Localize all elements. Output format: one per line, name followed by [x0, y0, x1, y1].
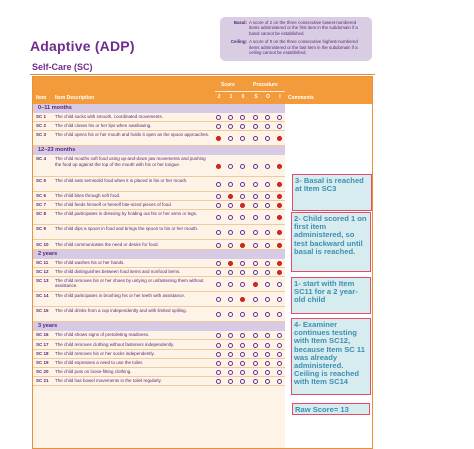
- procedure-o-bubble[interactable]: [265, 115, 270, 120]
- item-row: [33, 341, 285, 350]
- item-row: [33, 268, 285, 277]
- procedure-i-bubble[interactable]: [277, 370, 282, 375]
- item-row: [33, 177, 285, 192]
- procedure-s-bubble[interactable]: [253, 164, 258, 169]
- basal-key: Basal:: [233, 20, 247, 25]
- score-0-bubble[interactable]: [240, 115, 245, 120]
- procedure-s-bubble[interactable]: [253, 230, 258, 235]
- score-0-bubble[interactable]: [240, 361, 245, 366]
- procedure-s-bubble[interactable]: [253, 352, 258, 357]
- procedure-s-bubble[interactable]: [253, 312, 258, 317]
- ceiling-note: [225, 39, 367, 55]
- item-code: SC 13: [36, 277, 49, 283]
- procedure-i-bubble[interactable]: [277, 312, 282, 317]
- item-code: SC 21: [36, 377, 49, 383]
- procedure-s-bubble[interactable]: [253, 333, 258, 338]
- table-header: [33, 77, 372, 104]
- subdomain-title: Self-Care (SC): [32, 62, 93, 72]
- procedure-o-bubble[interactable]: [265, 361, 270, 366]
- header-procedure: Procedure: [253, 82, 278, 88]
- item-description: The child puts on loose-fitting clothing.: [55, 368, 132, 374]
- score-0-bubble[interactable]: [240, 136, 245, 141]
- score-1-bubble[interactable]: [228, 164, 233, 169]
- score-2-bubble[interactable]: [216, 194, 221, 199]
- score-1-bubble[interactable]: [228, 343, 233, 348]
- item-row: [33, 113, 285, 122]
- item-description: The child removes clothing without fasteners independently.: [55, 341, 174, 347]
- item-row: [33, 201, 285, 210]
- raw-score-box: Raw Score= 13: [292, 403, 370, 415]
- procedure-o-bubble[interactable]: [265, 182, 270, 187]
- score-0-bubble[interactable]: [240, 230, 245, 235]
- procedure-i-bubble[interactable]: [277, 124, 282, 129]
- score-1-bubble[interactable]: [228, 203, 233, 208]
- item-row: [33, 350, 285, 359]
- procedure-s-bubble[interactable]: [253, 361, 258, 366]
- item-description: The child distinguishes between food items and nonfood items.: [55, 268, 181, 274]
- score-0-bubble[interactable]: [240, 312, 245, 317]
- item-row: [33, 122, 285, 131]
- item-description: The child washes his or her hands.: [55, 259, 125, 265]
- score-2-bubble[interactable]: [216, 361, 221, 366]
- procedure-o-bubble[interactable]: [265, 203, 270, 208]
- item-row: [33, 259, 285, 268]
- item-code: SC 18: [36, 350, 49, 356]
- procedure-i-bubble[interactable]: [277, 243, 282, 248]
- procedure-o-bubble[interactable]: [265, 379, 270, 384]
- item-code: SC 1: [36, 114, 47, 119]
- score-0-bubble[interactable]: [240, 215, 245, 220]
- procedure-s-bubble[interactable]: [253, 282, 258, 287]
- item-code: SC 16: [36, 332, 49, 338]
- score-1-bubble[interactable]: [228, 124, 233, 129]
- score-1-bubble[interactable]: [228, 270, 233, 275]
- procedure-s-bubble[interactable]: [253, 379, 258, 384]
- score-2-bubble[interactable]: [216, 261, 221, 266]
- item-description: The child bites through soft food.: [55, 192, 121, 198]
- item-code: SC 5: [36, 177, 47, 183]
- procedure-o-bubble[interactable]: [265, 136, 270, 141]
- item-row: [33, 155, 285, 176]
- score-1-bubble[interactable]: [228, 115, 233, 120]
- score-2-bubble[interactable]: [216, 343, 221, 348]
- ceiling-text: A score of 0 on the three consecutive highest-numbered items administered or the last item in the subdomain if a ceiling cannot be established.: [249, 39, 358, 56]
- item-row: [33, 359, 285, 368]
- score-2-bubble[interactable]: [216, 136, 221, 141]
- procedure-s-bubble[interactable]: [253, 270, 258, 275]
- score-1-bubble[interactable]: [228, 215, 233, 220]
- procedure-i-bubble[interactable]: [277, 343, 282, 348]
- score-0-bubble[interactable]: [240, 297, 245, 302]
- item-code: SC 9: [36, 226, 47, 232]
- procedure-i-bubble[interactable]: [277, 136, 282, 141]
- item-row: [33, 368, 285, 377]
- procedure-s-bubble[interactable]: [253, 136, 258, 141]
- procedure-o-bubble[interactable]: [265, 243, 270, 248]
- score-2-bubble[interactable]: [216, 282, 221, 287]
- comments-column: [285, 104, 372, 448]
- item-code: SC 8: [36, 211, 47, 217]
- item-code: SC 10: [36, 241, 49, 247]
- procedure-o-bubble[interactable]: [265, 297, 270, 302]
- score-1-bubble[interactable]: [228, 261, 233, 266]
- score-2-bubble[interactable]: [216, 270, 221, 275]
- score-head-0: 0: [241, 94, 245, 100]
- procedure-o-bubble[interactable]: [265, 124, 270, 129]
- item-code: SC 15: [36, 308, 49, 314]
- procedure-i-bubble[interactable]: [277, 182, 282, 187]
- item-code: SC 12: [36, 268, 49, 274]
- procedure-head-o: O: [266, 94, 270, 100]
- score-head-1: 1: [229, 94, 233, 100]
- procedure-i-bubble[interactable]: [277, 115, 282, 120]
- header-description: Item Description: [55, 95, 95, 101]
- score-2-bubble[interactable]: [216, 370, 221, 375]
- procedure-o-bubble[interactable]: [265, 282, 270, 287]
- procedure-s-bubble[interactable]: [253, 115, 258, 120]
- score-1-bubble[interactable]: [228, 361, 233, 366]
- procedure-head-s: S: [254, 94, 258, 100]
- page-title: Adaptive (ADP): [30, 38, 135, 54]
- item-description: The child sucks with smooth, coordinated movements.: [55, 114, 164, 119]
- item-description: The child closes his or her lips when swallowing.: [55, 123, 152, 129]
- item-code: SC 6: [36, 192, 47, 198]
- procedure-i-bubble[interactable]: [277, 333, 282, 338]
- procedure-s-bubble[interactable]: [253, 194, 258, 199]
- procedure-i-bubble[interactable]: [277, 270, 282, 275]
- procedure-o-bubble[interactable]: [265, 270, 270, 275]
- score-2-bubble[interactable]: [216, 182, 221, 187]
- score-2-bubble[interactable]: [216, 124, 221, 129]
- procedure-o-bubble[interactable]: [265, 343, 270, 348]
- item-description: The child removes his or her socks independently.: [55, 350, 155, 356]
- annotation-box: 3- Basal is reached at Item SC3: [292, 174, 372, 211]
- age-band-header: 12–23 months: [33, 146, 285, 155]
- item-row: [33, 307, 285, 322]
- item-row: [33, 377, 285, 386]
- score-2-bubble[interactable]: [216, 115, 221, 120]
- procedure-o-bubble[interactable]: [265, 261, 270, 266]
- item-row: [33, 331, 285, 340]
- procedure-s-bubble[interactable]: [253, 182, 258, 187]
- item-code: SC 20: [36, 368, 49, 374]
- item-row: [33, 225, 285, 240]
- item-row: [33, 192, 285, 201]
- item-code: SC 17: [36, 341, 49, 347]
- score-1-bubble[interactable]: [228, 182, 233, 187]
- item-row: [33, 292, 285, 307]
- item-description: The child eats semisolid food when it is placed in his or her mouth.: [55, 177, 188, 183]
- score-0-bubble[interactable]: [240, 343, 245, 348]
- score-1-bubble[interactable]: [228, 282, 233, 287]
- item-description: The child participates in dressing by holding out his or her arms or legs.: [55, 211, 198, 217]
- annotation-box: 1- start with Item SC11 for a 2 year-old child: [291, 277, 371, 314]
- item-description: The child shows signs of pretoileting readiness.: [55, 332, 150, 338]
- item-description: The child opens his or her mouth and holds it open as the spoon approaches.: [55, 132, 210, 138]
- score-1-bubble[interactable]: [228, 352, 233, 357]
- item-row: [33, 241, 285, 250]
- score-1-bubble[interactable]: [228, 194, 233, 199]
- score-0-bubble[interactable]: [240, 164, 245, 169]
- score-2-bubble[interactable]: [216, 243, 221, 248]
- row-divider: [33, 385, 285, 386]
- procedure-i-bubble[interactable]: [277, 194, 282, 199]
- score-2-bubble[interactable]: [216, 352, 221, 357]
- score-1-bubble[interactable]: [228, 136, 233, 141]
- item-description: The child mouths soft food using up-and-down jaw movements and pushing the food up against the top of the mouth with his or her tongue.: [55, 156, 206, 167]
- item-description: The child feeds himself or herself bite-sized pieces of food.: [55, 202, 173, 207]
- item-code: SC 2: [36, 123, 47, 129]
- item-description: The child drinks from a cup independently and with limited spilling.: [55, 308, 187, 314]
- score-0-bubble[interactable]: [240, 243, 245, 248]
- score-2-bubble[interactable]: [216, 203, 221, 208]
- basal-text: A score of 2 on the three consecutive lowest-numbered items administered or the first item in the subdomain if a basal cannot be established.: [249, 20, 358, 36]
- procedure-s-bubble[interactable]: [253, 370, 258, 375]
- score-0-bubble[interactable]: [240, 370, 245, 375]
- score-1-bubble[interactable]: [228, 333, 233, 338]
- procedure-o-bubble[interactable]: [265, 333, 270, 338]
- procedure-i-bubble[interactable]: [277, 379, 282, 384]
- score-2-bubble[interactable]: [216, 215, 221, 220]
- procedure-s-bubble[interactable]: [253, 124, 258, 129]
- procedure-i-bubble[interactable]: [277, 361, 282, 366]
- score-1-bubble[interactable]: [228, 379, 233, 384]
- item-description: The child communicates the need or desire for food.: [55, 241, 159, 247]
- score-0-bubble[interactable]: [240, 182, 245, 187]
- score-2-bubble[interactable]: [216, 297, 221, 302]
- item-code: SC 11: [36, 259, 49, 265]
- score-1-bubble[interactable]: [228, 230, 233, 235]
- score-2-bubble[interactable]: [216, 164, 221, 169]
- item-code: SC 4: [36, 156, 47, 162]
- procedure-o-bubble[interactable]: [265, 215, 270, 220]
- item-code: SC 7: [36, 202, 47, 207]
- item-row: [33, 210, 285, 225]
- procedure-o-bubble[interactable]: [265, 194, 270, 199]
- item-description: The child removes his or her shoes by untying or unfastening them without assistance.: [55, 277, 204, 289]
- score-0-bubble[interactable]: [240, 270, 245, 275]
- item-description: The child expresses a need to use the toilet.: [55, 359, 144, 365]
- item-code: SC 19: [36, 359, 49, 365]
- procedure-i-bubble[interactable]: [277, 282, 282, 287]
- score-0-bubble[interactable]: [240, 282, 245, 287]
- procedure-s-bubble[interactable]: [253, 343, 258, 348]
- score-1-bubble[interactable]: [228, 243, 233, 248]
- procedure-i-bubble[interactable]: [277, 352, 282, 357]
- item-description: The child dips a spoon in food and brings the spoon to his or her mouth.: [55, 226, 199, 232]
- procedure-i-bubble[interactable]: [277, 230, 282, 235]
- ceiling-key: Ceiling:: [230, 39, 247, 45]
- annotation-box: 2- Child scored 1 on first item administered, so test backward until basal is reached.: [291, 212, 371, 272]
- title-rule: [30, 74, 375, 75]
- score-2-bubble[interactable]: [216, 230, 221, 235]
- score-1-bubble[interactable]: [228, 297, 233, 302]
- procedure-i-bubble[interactable]: [277, 164, 282, 169]
- score-0-bubble[interactable]: [240, 333, 245, 338]
- procedure-o-bubble[interactable]: [265, 352, 270, 357]
- item-row: [33, 131, 285, 146]
- basal-ceiling-notes: [220, 17, 372, 61]
- header-comments: Comments: [288, 95, 314, 101]
- procedure-s-bubble[interactable]: [253, 215, 258, 220]
- annotation-box: 4- Examiner continues testing with Item SC12, because Item SC 11 was already administered. Ceiling is reached with Item SC14: [291, 318, 371, 395]
- procedure-s-bubble[interactable]: [253, 297, 258, 302]
- procedure-i-bubble[interactable]: [277, 297, 282, 302]
- item-description: The child participates in brushing his or her teeth with assistance.: [55, 293, 186, 298]
- procedure-head-i: I: [279, 94, 281, 100]
- item-code: SC 14: [36, 293, 49, 298]
- score-0-bubble[interactable]: [240, 352, 245, 357]
- procedure-o-bubble[interactable]: [265, 312, 270, 317]
- header-divider: [215, 91, 285, 92]
- procedure-o-bubble[interactable]: [265, 164, 270, 169]
- basal-note: [225, 20, 367, 36]
- procedure-o-bubble[interactable]: [265, 370, 270, 375]
- item-code: SC 3: [36, 132, 47, 138]
- item-description: The child has bowel movements in the toilet regularly.: [55, 377, 162, 383]
- age-band-header: 3 years: [33, 322, 285, 331]
- procedure-s-bubble[interactable]: [253, 261, 258, 266]
- score-0-bubble[interactable]: [240, 194, 245, 199]
- age-band-header: 0–11 months: [33, 104, 285, 113]
- score-0-bubble[interactable]: [240, 261, 245, 266]
- header-item: Item: [36, 95, 47, 101]
- score-1-bubble[interactable]: [228, 370, 233, 375]
- procedure-o-bubble[interactable]: [265, 230, 270, 235]
- item-row: [33, 277, 285, 292]
- age-band-header: 2 years: [33, 250, 285, 259]
- procedure-i-bubble[interactable]: [277, 261, 282, 266]
- procedure-i-bubble[interactable]: [277, 203, 282, 208]
- procedure-s-bubble[interactable]: [253, 243, 258, 248]
- score-2-bubble[interactable]: [216, 333, 221, 338]
- score-0-bubble[interactable]: [240, 203, 245, 208]
- procedure-i-bubble[interactable]: [277, 215, 282, 220]
- procedure-s-bubble[interactable]: [253, 203, 258, 208]
- score-head-2: 2: [217, 94, 221, 100]
- score-0-bubble[interactable]: [240, 124, 245, 129]
- score-0-bubble[interactable]: [240, 379, 245, 384]
- score-2-bubble[interactable]: [216, 379, 221, 384]
- header-score: Score: [221, 82, 235, 88]
- score-1-bubble[interactable]: [228, 312, 233, 317]
- score-2-bubble[interactable]: [216, 312, 221, 317]
